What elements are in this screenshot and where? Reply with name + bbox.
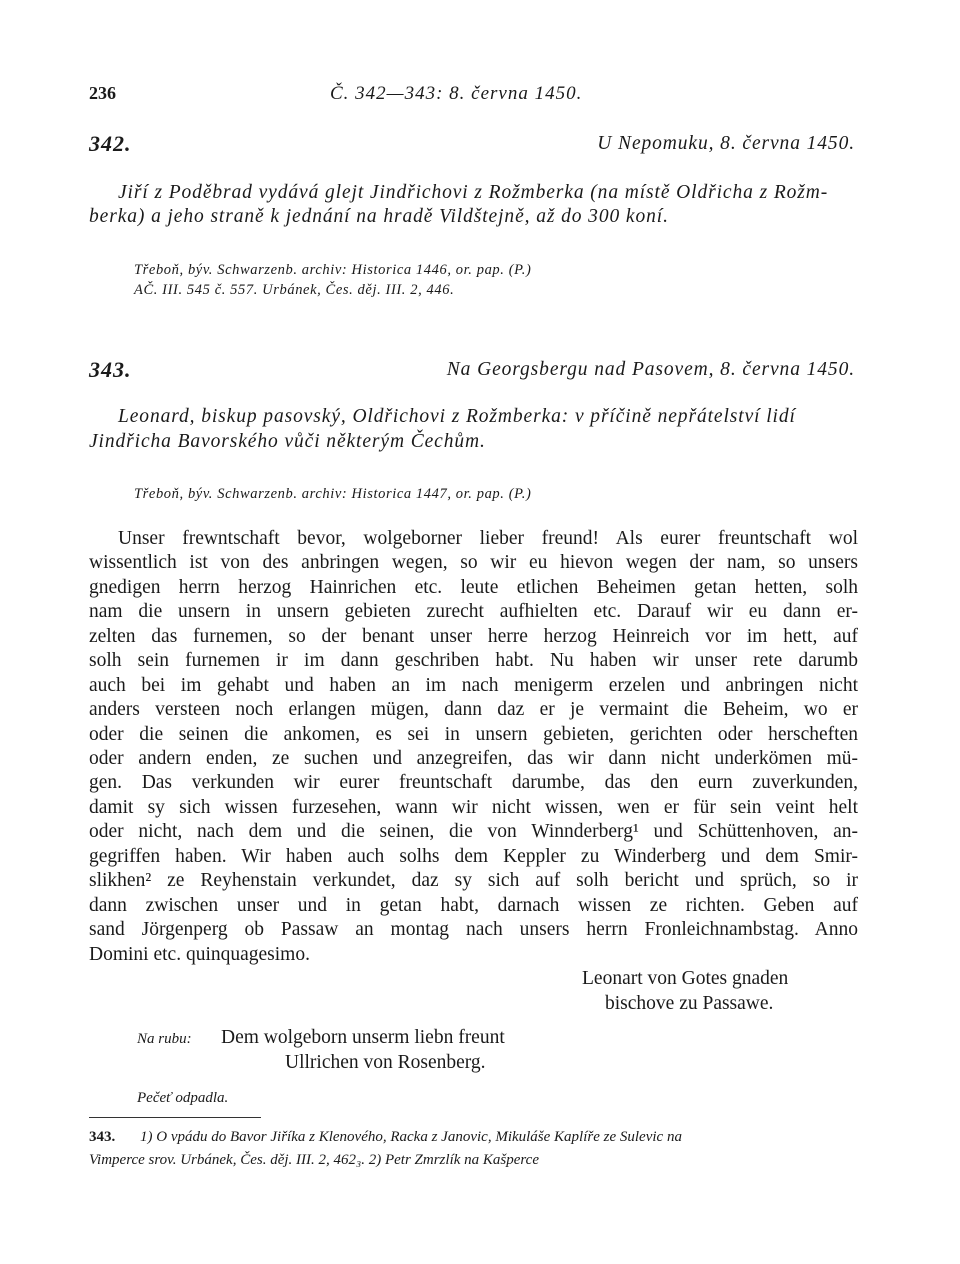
text-line: oder andern enden, ze suchen und anzegreifen, das wir dann nicht underkömen mü- — [89, 748, 858, 769]
text-line: oder nicht, nach dem und die seinen, die von Winnderberg¹ und Schüttenhoven, an- — [89, 821, 858, 842]
text-line: nam die unsern in unsern gebieten zurecht aufhielten etc. Darauf wir eu dann er- — [89, 601, 858, 622]
seal-note: Pečeť odpadla. — [137, 1090, 229, 1106]
text-line: slikhen² ze Reyhenstain verkundet, daz sy sich auf solh bericht und sprüch, so ir — [89, 870, 858, 891]
footnote-number: 343. — [89, 1129, 116, 1145]
document-number: 342. — [89, 131, 132, 156]
text-line: gnedigen herrn herzog Hainrichen etc. leute etlichen Beheimen getan hetten, solh — [89, 577, 858, 598]
verso-line: Ullrichen von Rosenberg. — [285, 1052, 486, 1073]
text-line: anders versteen noch erlangen mügen, dann daz er je vermaint die Beheim, wo er — [89, 699, 858, 720]
place-date: Na Georgsbergu nad Pasovem, 8. června 1450. — [446, 359, 855, 380]
signature-line: bischove zu Passawe. — [605, 993, 774, 1014]
footnote-line: 1) O vpádu do Bavor Jiříka z Klenového, Racka z Janovic, Mikuláše Kaplíře ze Sulevic na — [140, 1129, 682, 1145]
source-line: Třeboň, býv. Schwarzenb. archiv: Historica 1446, or. pap. (P.) — [134, 262, 532, 278]
text-line: gegriffen haben. Wir haben auch solhs dem Keppler zu Winderberg und dem Smir- — [89, 846, 858, 867]
regest-line: berka) a jeho straně k jednání na hradě Vildštejně, až do 300 koní. — [89, 206, 669, 227]
page-number: 236 — [89, 83, 116, 103]
text-line: zelten das furnemen, so der benant unser herre herzog Heinreich vor im hett, auf — [89, 626, 858, 647]
regest-line: Leonard, biskup pasovský, Oldřichovi z Rožmberka: v příčině nepřátelství lidí — [118, 406, 796, 427]
verso-line: Dem wolgeborn unserm liebn freunt — [221, 1027, 505, 1048]
regest-line: Jiří z Poděbrad vydává glejt Jindřichovi z Rožmberka (na místě Oldřicha z Rožm- — [118, 182, 829, 203]
signature-line: Leonart von Gotes gnaden — [582, 968, 789, 989]
footnote-rule — [89, 1117, 261, 1118]
verso-label: Na rubu: — [137, 1031, 192, 1047]
footnote-line: Vimperce srov. Urbánek, Čes. děj. III. 2, 462₃. 2) Petr Zmrzlík na Kašperce — [89, 1152, 539, 1168]
regest-line: Jindřicha Bavorského vůči některým Čechům. — [89, 431, 486, 452]
text-line: oder die seinen die ankomen, es sei in unsern gebieten, gerichten oder herscheften — [89, 724, 858, 745]
text-line: wissentlich ist von des anbringen wegen, so wir eu hievon wegen der nam, so unsers — [89, 552, 858, 573]
text-line: dann zwischen unser und in getan habt, darnach wissen ze richten. Geben auf — [89, 895, 858, 916]
source-line: Třeboň, býv. Schwarzenb. archiv: Historica 1447, or. pap. (P.) — [134, 486, 532, 502]
text-line: damit sy sich wissen furzesehen, wann wir nicht wissen, wen er für sein veint helt — [89, 797, 858, 818]
text-line: solh sein furnemen ir im dann geschriben habt. Nu haben wir unser rete darumb — [89, 650, 858, 671]
text-line: Unser frewntschaft bevor, wolgeborner lieber freund! Als eurer freuntschaft wol — [118, 528, 858, 549]
source-line: AČ. III. 545 č. 557. Urbánek, Čes. děj. III. 2, 446. — [134, 282, 455, 298]
document-number: 343. — [89, 357, 132, 382]
text-line: auch bei im gehabt und haben an im nach menigerm erzelen und anbringen nicht — [89, 675, 858, 696]
text-line: gen. Das verkunden wir eurer freuntschaft darumbe, das den eurn zuverkunden, — [89, 772, 858, 793]
place-date: U Nepomuku, 8. června 1450. — [597, 133, 855, 154]
text-line: sand Jörgenperg ob Passaw an montag nach unsers herrn Fronleichnambstag. Anno — [89, 919, 858, 940]
running-title: Č. 342—343: 8. června 1450. — [330, 83, 583, 104]
text-line: Domini etc. quinquagesimo. — [89, 944, 310, 965]
